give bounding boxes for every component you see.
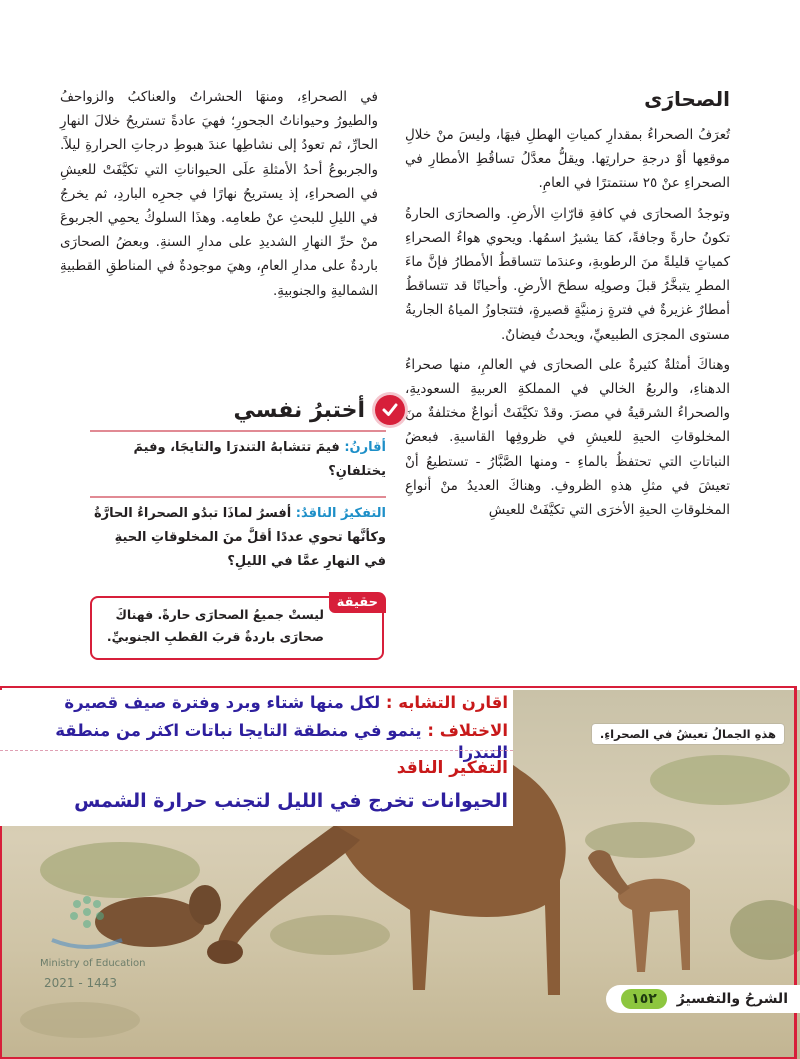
question-compare-text: فيمَ تتشابهُ التندرَا والتايجَا، وفيمَ يختلفانِ؟	[133, 440, 386, 479]
page-footer	[606, 985, 800, 1013]
note-critical-thinking-title: التفكير الناقد	[396, 758, 508, 778]
question-critical-thinking	[90, 502, 386, 574]
left-column	[60, 85, 378, 309]
note-compare	[3, 692, 508, 714]
paragraph-examples: وهناكَ أمثلةٌ كثيرةٌ على الصحارَى في العالمِ، منها صحراءُ الدهناءِ، والربعُ الخالي في المملكةِ العربيةِ السعوديةِ، والصحراءُ الشرقيةُ في مصرَ. وقدْ تكيَّفَتْ أنواعٌ مختلفةٌ منَ المخلوقاتِ الحيةِ للعيشِ في ظروفِها القاسيةِ. فبعضُ النباتاتِ التي تحتفظُ بالماءِ - ومنها الصَّبَّارُ - تستطيعُ أنْ تعيشَ في مثلِ هذهِ الظروفِ. وهناكَ العديدُ منْ أنواعِ المخلوقاتِ الحيةِ الأخرَى التي تكيَّفَتْ للعيشِ	[405, 356, 730, 519]
question-critical-key: التفكيرُ الناقدُ:	[295, 506, 386, 521]
fact-text: ليستْ جميعُ الصحارَى حارةً. فهناكَ صحارَى باردةٌ قربَ القطبِ الجنوبيِّ.	[106, 607, 324, 644]
note-difference-text: ينمو في منطقة التايجا نباتات اكثر من منطقة التندرا	[55, 721, 508, 762]
question-compare	[90, 436, 386, 484]
ministry-logo-icon	[42, 890, 132, 990]
check-badge-icon	[375, 395, 405, 425]
paragraph-definition: تُعرَفُ الصحراءُ بمقدارِ كمياتِ الهطلِ فيهَا، وليسَ منْ خلالِ موقعِها أوْ درجةِ حرارتِها. ويقلُّ معدَّلُ تساقُطِ الأمطارِ في الصحراءِ عنْ ٢٥ سنتمترًا في العامِ.	[405, 127, 730, 192]
note-compare-key: اقارن التشابه :	[385, 693, 508, 712]
note-critical-thinking-text: الحيوانات تخرج في الليل لتجنب حرارة الشمس	[74, 790, 508, 812]
test-yourself-heading	[225, 390, 405, 430]
fact-label: حقيقة	[329, 592, 386, 613]
page-number: ١٥٢	[621, 989, 667, 1009]
question-critical-text: أفسرُ لماذَا تبدُو الصحراءُ الحارَّةُ وكأنَّها تحوي عددًا أقلَّ منَ المخلوقاتِ الحيةِ في النهارِ عمَّا في الليلِ؟	[94, 506, 386, 569]
right-column	[405, 85, 730, 528]
question-compare-key: أقارنُ:	[344, 440, 386, 455]
divider	[90, 496, 386, 498]
paragraph-hot-deserts: وتوجدُ الصحارَى في كافةِ قارّاتِ الأرضِ. والصحارَى الحارةُ تكونُ حارةً وجافةً، كمَا يشيرُ اسمُها. ويحوي هواءُ الصحراءِ كمياتٍ قليلةً منَ الرطوبةِ، وعندَما تتساقطُ الأمطارُ فإنَّ ماءَ المطرِ يتبخَّرُ قبلَ وصولِه سطحَ الأرضِ. وأحيانًا قد تتساقطُ أمطارٌ غزيرةٌ في فترةٍ زمنيَّةٍ قصيرةٍ، فتتجاوزُ المياهُ الجاريةُ مستوى المجرَى الطبيعيِّ، ويحدثُ فيضانٌ.	[405, 205, 730, 343]
fact-box	[90, 596, 384, 660]
footer-label: الشرحُ والتفسيرُ	[676, 991, 788, 1007]
note-compare-text: لكل منها شتاء وبرد وفترة صيف قصيرة	[64, 693, 381, 712]
note-divider	[0, 750, 513, 751]
divider	[90, 430, 386, 432]
ministry-logo-text: Ministry of Education	[40, 958, 146, 969]
test-yourself-title: أختبرُ نفسي	[233, 397, 365, 423]
paragraph-animals: في الصحراءِ، ومنهَا الحشراتُ والعناكبُ والزواحفُ والطيورُ وحيواناتُ الجحورِ؛ فهيَ عادةً تستريحُ خلالَ النهارِ الحارِّ، ثم تعودُ إلى نشاطِها عندَ هبوطِ درجاتِ الحرارةِ ليلاً. والجربوعُ أحدُ الأمثلةِ علَى الحيواناتِ التي تكيَّفَتْ للعيشِ في الصحراءِ، إذ يستريحُ نهارًا في جحرِه الباردِ، ثم يخرجُ في الليلِ للبحثِ عنْ طعامِه. وهذَا السلوكُ يحمِي الجربوعَ منْ حرِّ النهارِ الشديدِ على مدارِ السنةِ. وبعضُ الصحارَى باردةٌ على مدارِ العامِ، وهيَ موجودةٌ في المناطقِ القطبيةِ الشماليةِ والجنوبيةِ.	[60, 89, 378, 299]
section-title: الصحارَى	[644, 87, 730, 111]
ministry-logo-year: 2021 - 1443	[44, 976, 118, 990]
note-difference-key: الاختلاف :	[427, 721, 508, 740]
photo-caption: هذهِ الجمالُ تعيشُ في الصحراءِ.	[592, 724, 784, 744]
